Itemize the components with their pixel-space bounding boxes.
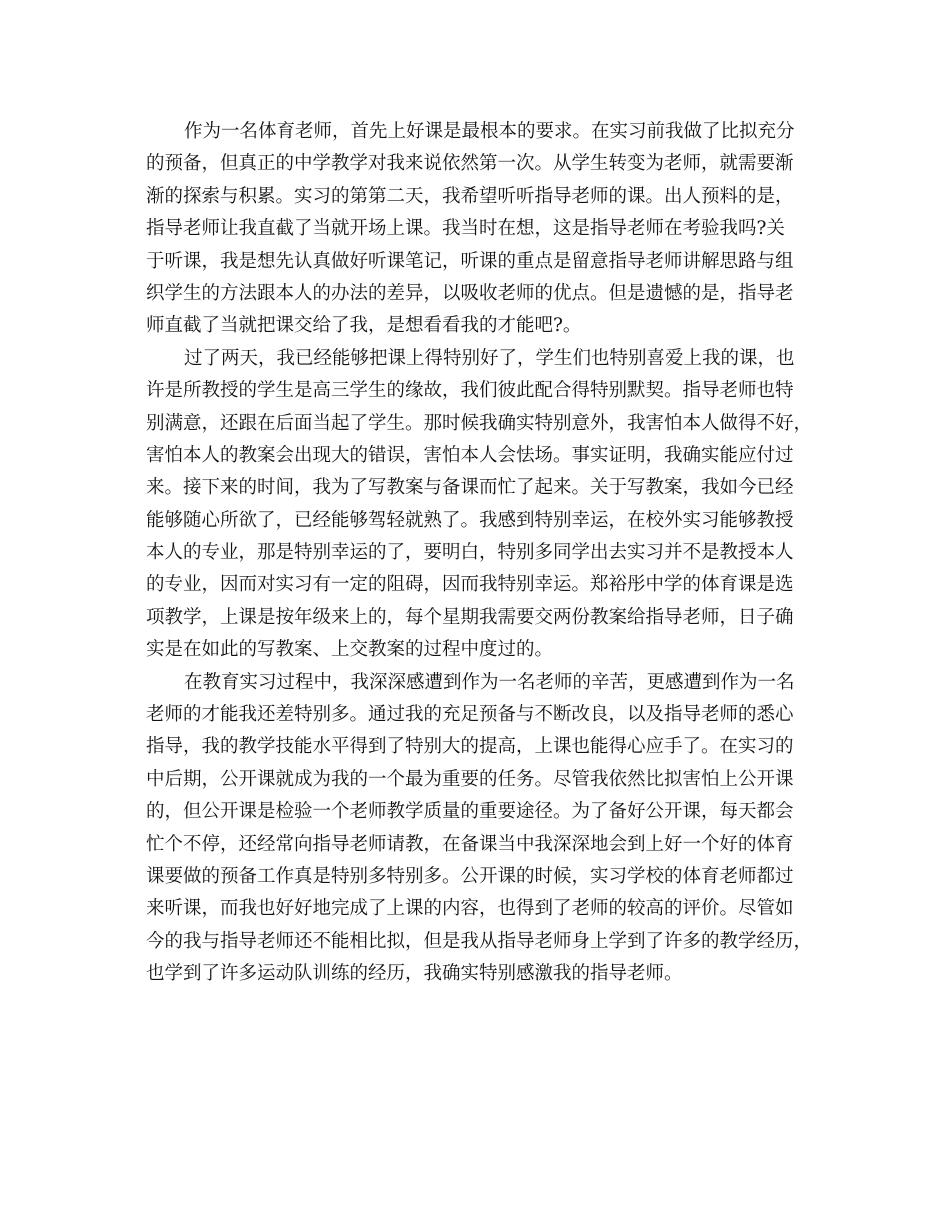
text-line: 渐的探索与积累。实习的第第二天，我希望听听指导老师的课。出人预料的是， xyxy=(146,185,794,207)
text-line: 害怕本人的教案会出现大的错误，害怕本人会怯场。事实证明，我确实能应付过 xyxy=(146,444,794,466)
text-line: 别满意，还跟在后面当起了学生。那时候我确实特别意外，我害怕本人做得不好， xyxy=(146,412,813,434)
text-line: 师直截了当就把课交给了我，是想看看我的才能吧?。 xyxy=(146,315,582,337)
text-line: 忙个不停，还经常向指导老师请教，在备课当中我深深地会到上好一个好的体育 xyxy=(146,833,794,855)
text-line: 本人的专业，那是特别幸运的了，要明白，特别多同学出去实习并不是教授本人 xyxy=(146,542,794,564)
text-line: 作为一名体育老师，首先上好课是最根本的要求。在实习前我做了比拟充分 xyxy=(184,121,795,142)
paragraph-3 xyxy=(146,667,813,991)
text-line: 课要做的预备工作真是特别多特别多。公开课的时候，实习学校的体育老师都过 xyxy=(146,865,794,887)
text-line: 实是在如此的写教案、上交教案的过程中度过的。 xyxy=(146,639,554,661)
paragraph-1 xyxy=(146,116,806,343)
text-line: 中后期，公开课就成为我的一个最为重要的任务。尽管我依然比拟害怕上公开课 xyxy=(146,768,794,790)
text-line: 老师的才能我还差特别多。通过我的充足预备与不断改良，以及指导老师的悉心 xyxy=(146,704,794,726)
text-line: 项教学，上课是按年级来上的，每个星期我需要交两份教案给指导老师，日子确 xyxy=(146,606,794,628)
text-line: 织学生的方法跟本人的办法的差异，以吸收老师的优点。但是遗憾的是，指导老 xyxy=(146,282,794,304)
paragraph-2 xyxy=(146,343,813,667)
document-body xyxy=(146,116,813,991)
text-line: 能够随心所欲了，已经能够驾轻就熟了。我感到特别幸运，在校外实习能够教授 xyxy=(146,509,794,531)
text-line: 今的我与指导老师还不能相比拟，但是我从指导老师身上学到了许多的教学经历， xyxy=(146,930,813,952)
text-line: 指导，我的教学技能水平得到了特别大的提高，上课也能得心应手了。在实习的 xyxy=(146,736,794,758)
text-line: 的专业，因而对实习有一定的阻碍，因而我特别幸运。郑裕彤中学的体育课是选 xyxy=(146,574,794,596)
text-line: 来。接下来的时间，我为了写教案与备课而忙了起来。关于写教案，我如今已经 xyxy=(146,477,794,499)
text-line: 过了两天，我已经能够把课上得特别好了，学生们也特别喜爱上我的课，也 xyxy=(184,347,795,369)
text-line: 于听课，我是想先认真做好听课笔记，听课的重点是留意指导老师讲解思路与组 xyxy=(146,250,794,272)
text-line: 指导老师让我直截了当就开场上课。我当时在想，这是指导老师在考验我吗?关 xyxy=(146,218,785,240)
text-line: 也学到了许多运动队训练的经历，我确实特别感激我的指导老师。 xyxy=(146,963,683,985)
text-line: 的，但公开课是检验一个老师教学质量的重要途径。为了备好公开课，每天都会 xyxy=(146,801,794,823)
text-line: 来听课，而我也好好地完成了上课的内容，也得到了老师的较高的评价。尽管如 xyxy=(146,898,794,920)
text-line: 的预备，但真正的中学教学对我来说依然第一次。从学生转变为老师，就需要渐 xyxy=(146,153,794,175)
text-line: 在教育实习过程中，我深深感遭到作为一名老师的辛苦，更感遭到作为一名 xyxy=(184,671,795,693)
text-line: 许是所教授的学生是高三学生的缘故，我们彼此配合得特别默契。指导老师也特 xyxy=(146,380,794,402)
